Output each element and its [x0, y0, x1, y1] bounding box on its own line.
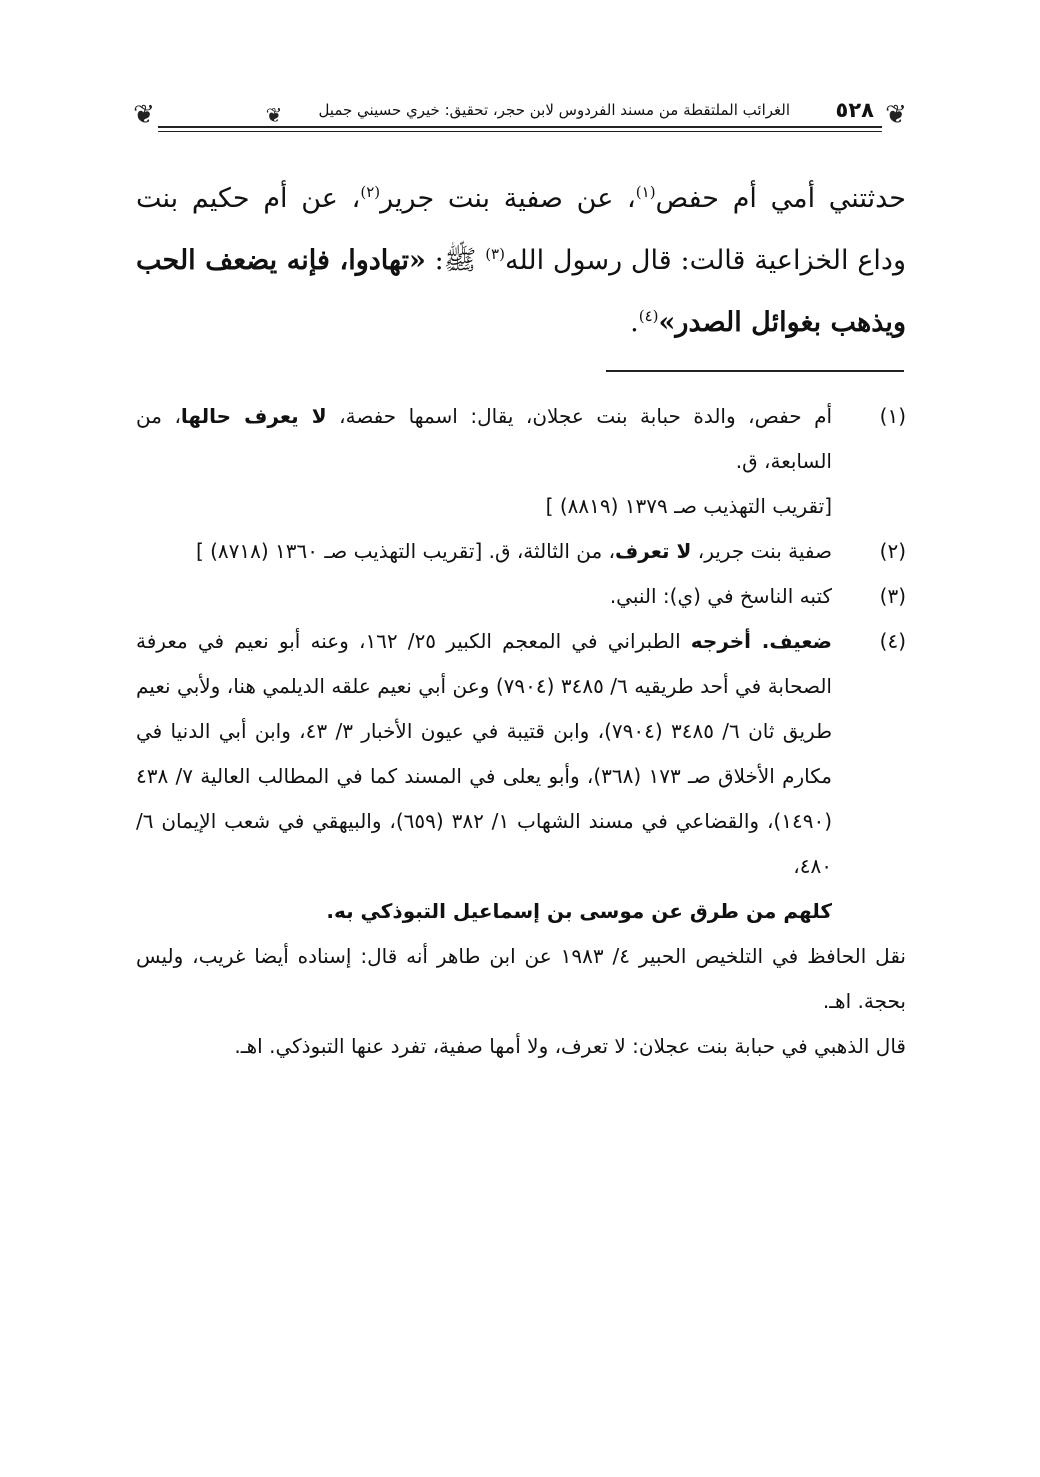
footnote-ref: (٣): [485, 245, 505, 263]
footnote-ref: (٤): [638, 307, 659, 325]
header-rule-thick: [158, 126, 882, 128]
footnote-number: (١): [879, 404, 906, 428]
footnote-ref: (٢): [360, 183, 381, 201]
footnote-text: ، من الثالثة، ق. [تقريب التهذيب صـ ١٣٦٠ (٨٧١٨) ]: [195, 539, 616, 563]
footnote-bold: أخرجه: [690, 629, 762, 653]
footnote-text: كتبه الناسخ في (ي): النبي.: [609, 584, 832, 608]
footnote-conclusion: كلهم من طرق عن موسى بن إسماعيل التبوذكي به.: [326, 899, 832, 923]
footnote-4-continuation: قال الذهبي في حبابة بنت عجلان: لا تعرف، ولا أمها صفية، تفرد عنها التبوذكي. اهـ.: [234, 1034, 906, 1058]
main-text-part: ، عن أم حكيم بنت وداع الخزاعية قالت: قال رسول الله: [136, 183, 906, 276]
page-header: [130, 96, 910, 136]
footnote-number: (٣): [879, 584, 906, 608]
footnote-grade: ضعيف.: [761, 629, 832, 653]
ornament-mid-icon: ❦: [265, 103, 283, 127]
footnote-number: (٤): [879, 629, 906, 653]
ornament-right-icon: ❦: [885, 100, 907, 130]
running-title: الغرائب الملتقطة من مسند الفردوس لابن حجر، تحقيق: خيري حسيني جميل: [318, 101, 790, 119]
footnote-number: (٢): [879, 539, 906, 563]
footnote-4-continuation: نقل الحافظ في التلخيص الحبير ٤/ ١٩٨٣ عن ابن طاهر أنه قال: إسناده أيضا غريب، وليس بحجة. اهـ.: [136, 944, 906, 1013]
footnote-bold: لا تعرف: [615, 539, 692, 563]
main-text: [136, 168, 906, 354]
main-text-part: .: [630, 307, 639, 338]
header-rule-thin: [158, 131, 882, 132]
main-text-part: ، عن صفية بنت جرير: [380, 183, 636, 214]
hadith-text: «تهادوا، فإنه يضعف الحب ويذهب بغوائل الصدر»: [136, 245, 906, 338]
footnote-text: ، من السابعة، ق.: [136, 404, 832, 473]
footnote-text: صفية بنت جرير،: [691, 539, 832, 563]
ornament-left-icon: ❦: [133, 100, 155, 130]
footnote-bold: لا يعرف حالها: [180, 404, 327, 428]
main-text-part: ﷺ:: [425, 245, 486, 276]
footnote-divider: [606, 370, 904, 372]
main-text-part: حدثتني أمي أم حفص: [655, 183, 906, 214]
footnote-text: أم حفص، والدة حبابة بنت عجلان، يقال: اسمها حفصة،: [326, 404, 833, 428]
footnotes: [136, 394, 906, 1069]
footnote-text: الطبراني في المعجم الكبير ٢٥/ ١٦٢، وعنه أبو نعيم في معرفة الصحابة في أحد طريقيه ٦/ ٣٤٨٥ (٧٩٠٤) وعن أبي نعيم علقه الديلمي هنا، ولأبي نعيم طريق ثان ٦/ ٣٤٨٥ (٧٩٠٤)، وابن قتيبة في عيون الأخبار ٣/ ٤٣، وابن أبي الدنيا في مكارم الأخلاق صـ ١٧٣ (٣٦٨)، وأبو يعلى في المسند كما في المطالب العالية ٧/ ٤٣٨ (١٤٩٠)، والقضاعي في مسند الشهاب ١/ ٣٨٢ (٦٥٩)، والبيهقي في شعب الإيمان ٦/ ٤٨٠،: [136, 629, 833, 878]
footnote-source: [تقريب التهذيب صـ ١٣٧٩ (٨٨١٩) ]: [545, 494, 832, 518]
footnote-3: [136, 574, 906, 619]
page-number: ٥٢٨: [835, 98, 874, 122]
footnote-2: [136, 529, 906, 574]
footnote-1: [136, 394, 906, 529]
footnote-ref: (١): [635, 183, 656, 201]
footnote-4: [136, 619, 906, 934]
